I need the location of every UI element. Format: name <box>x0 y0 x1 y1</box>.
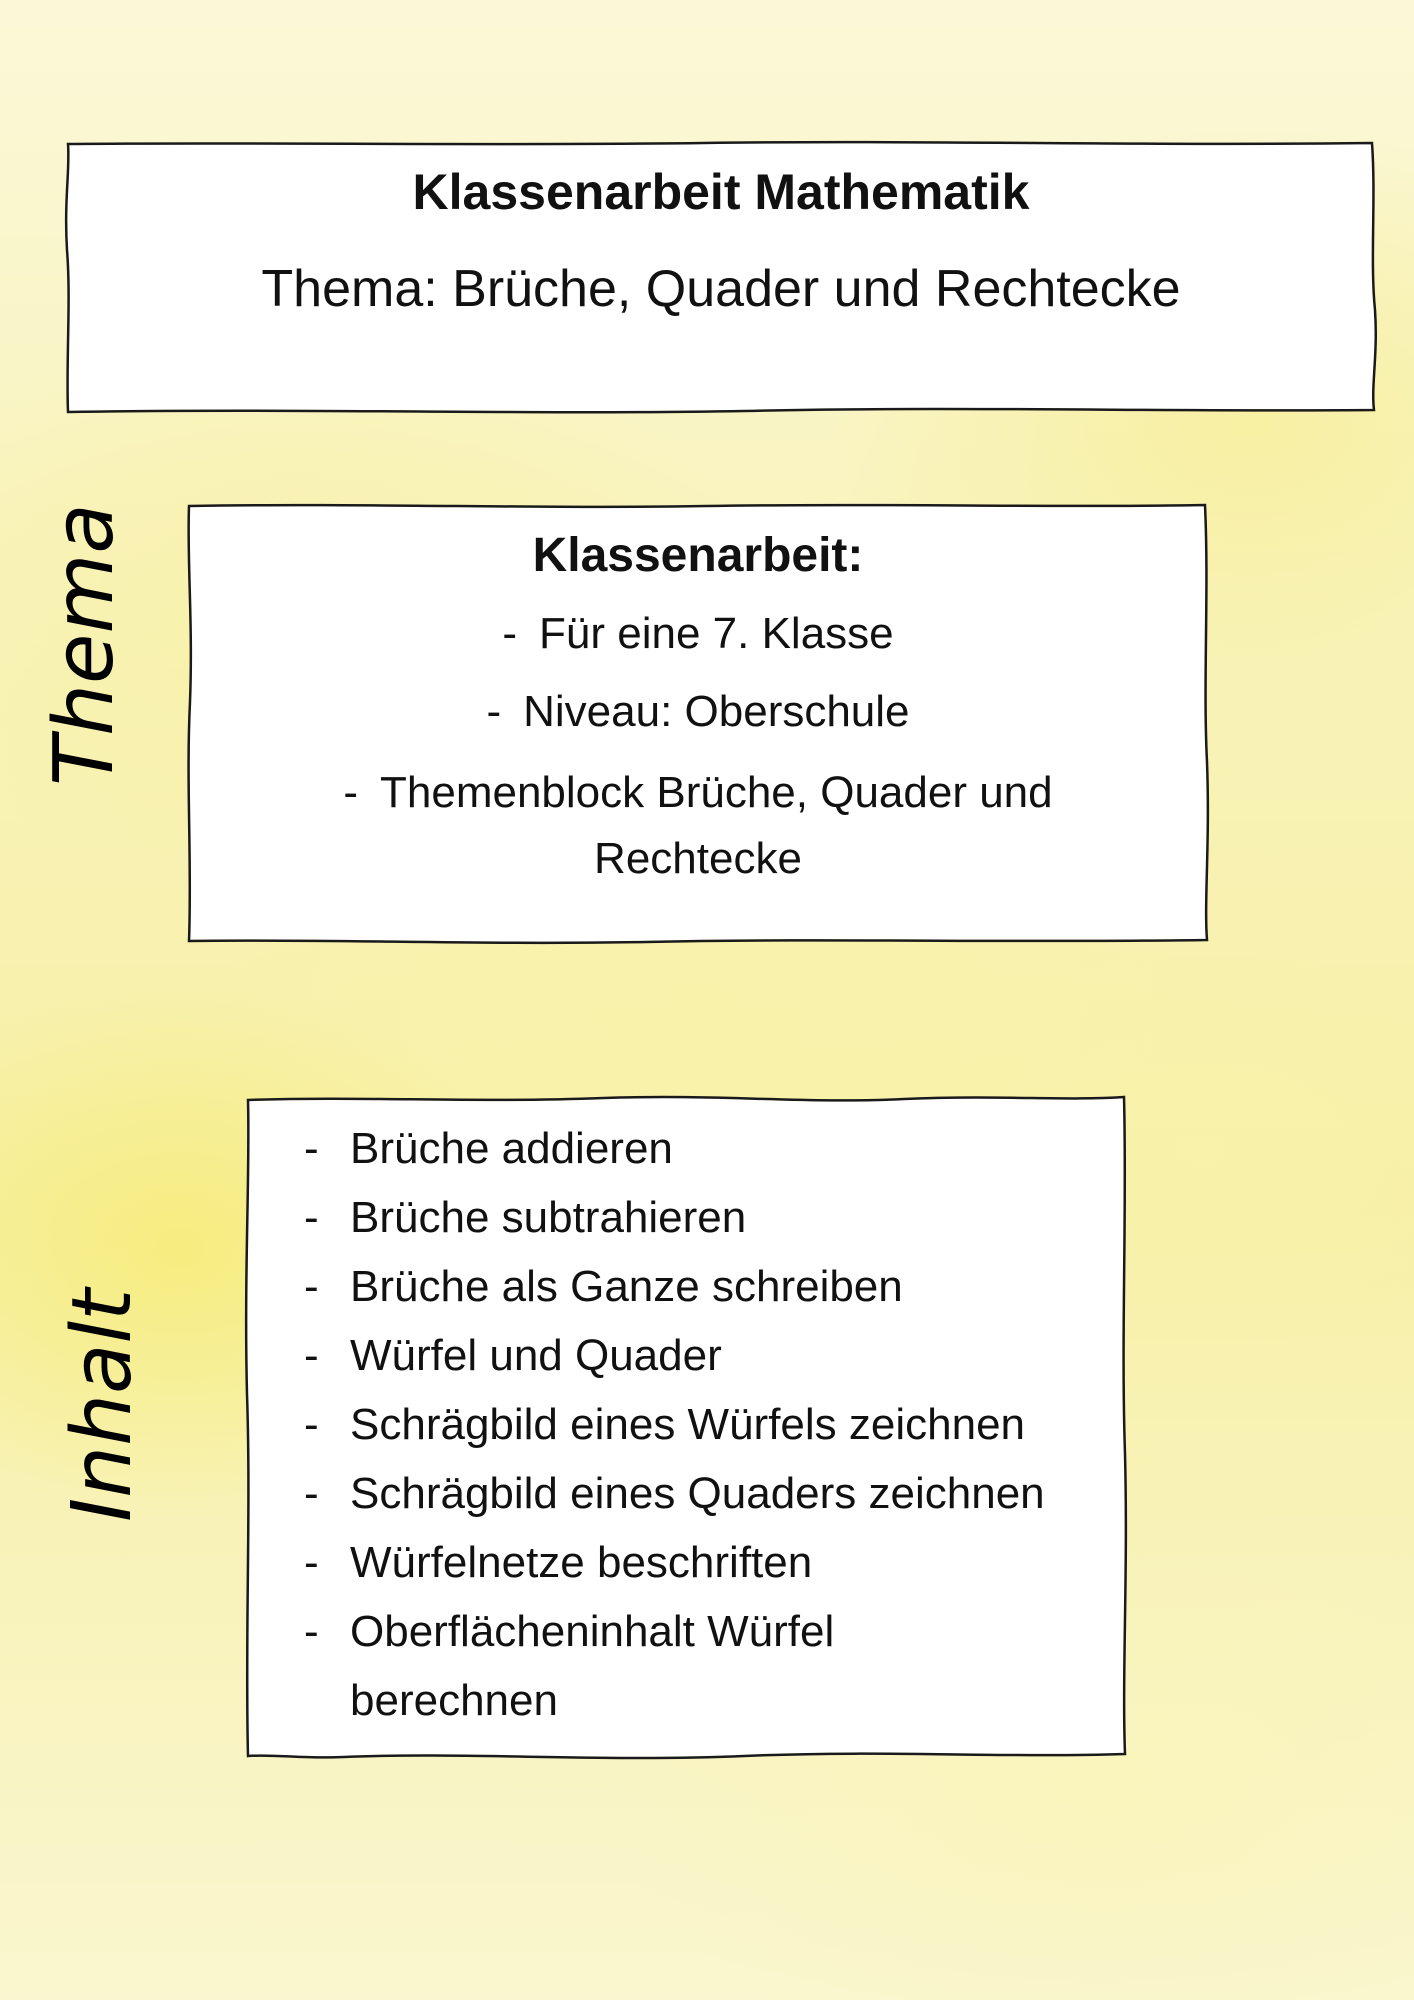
thema-item <box>186 760 1210 892</box>
list-marker: - <box>304 1469 319 1518</box>
list-marker: - <box>304 1331 319 1380</box>
list-item <box>304 1390 1128 1459</box>
list-item-continuation <box>304 1666 1128 1735</box>
list-item-text: Brüche addieren <box>350 1124 673 1173</box>
inhalt-list <box>304 1114 1128 1735</box>
list-item <box>304 1459 1128 1528</box>
list-item <box>304 1114 1128 1183</box>
list-marker: - <box>304 1538 319 1587</box>
list-item <box>304 1183 1128 1252</box>
side-label-inhalt: Inhalt <box>55 1288 150 1522</box>
side-label-thema: Thema <box>37 503 132 786</box>
list-marker: - <box>304 1400 319 1449</box>
list-item <box>304 1252 1128 1321</box>
thema-item <box>186 604 1210 664</box>
thema-item <box>186 682 1210 742</box>
list-marker: - <box>486 687 502 736</box>
thema-box <box>186 502 1210 944</box>
list-item-text: Schrägbild eines Würfels zeichnen <box>350 1400 1026 1449</box>
list-item-text: Brüche subtrahieren <box>350 1193 747 1242</box>
list-item <box>304 1321 1128 1390</box>
list-item-text: Würfelnetze beschriften <box>350 1538 813 1587</box>
list-item <box>304 1528 1128 1597</box>
list-item-text: Schrägbild eines Quaders zeichnen <box>350 1469 1045 1518</box>
thema-heading: Klassenarbeit: <box>532 529 864 582</box>
list-marker: - <box>304 1607 319 1656</box>
thema-item-text: Für eine 7. Klasse <box>539 609 894 658</box>
list-item-text: berechnen <box>350 1676 558 1725</box>
page-title: Klassenarbeit Mathematik <box>412 164 1030 220</box>
inhalt-box <box>244 1094 1128 1760</box>
list-item <box>304 1597 1128 1666</box>
list-marker: - <box>343 768 359 817</box>
list-item-text: Oberflächeninhalt Würfel <box>350 1607 835 1656</box>
list-marker: - <box>304 1262 319 1311</box>
list-marker: - <box>502 609 518 658</box>
page-subtitle: Thema: Brüche, Quader und Rechtecke <box>261 260 1181 318</box>
title-box <box>64 140 1378 414</box>
thema-item-text: Themenblock Brüche, Quader und <box>380 768 1053 817</box>
list-marker: - <box>304 1193 319 1242</box>
list-marker: - <box>304 1124 319 1173</box>
thema-item-text: Niveau: Oberschule <box>523 687 910 736</box>
list-item-text: Würfel und Quader <box>350 1331 722 1380</box>
list-item-text: Brüche als Ganze schreiben <box>350 1262 903 1311</box>
thema-item-text-continued: Rechtecke <box>594 834 802 883</box>
